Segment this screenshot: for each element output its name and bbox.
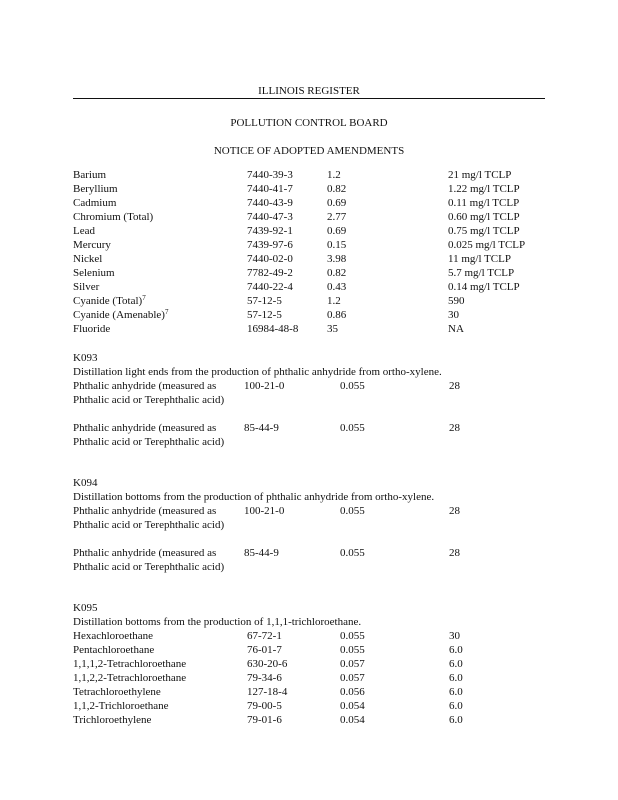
constituent-name: Selenium xyxy=(73,267,115,279)
table-row xyxy=(73,379,553,406)
table-row xyxy=(73,629,553,643)
wastewater-value: 1.2 xyxy=(327,169,341,181)
wastewater-value: 2.77 xyxy=(327,211,347,223)
nonwastewater-value: 6.0 xyxy=(449,700,463,712)
constituent-name: Pentachloroethane xyxy=(73,644,155,656)
table-row xyxy=(73,322,553,336)
wastewater-value: 0.82 xyxy=(327,267,347,279)
nonwastewater-value: 28 xyxy=(449,422,460,434)
constituent-label: Cyanide (Amenable) xyxy=(73,309,165,321)
nonwastewater-value: 28 xyxy=(449,380,460,392)
cas-number: 7440-22-4 xyxy=(247,281,293,293)
wastewater-value: 0.055 xyxy=(340,422,365,434)
cas-number: 67-72-1 xyxy=(247,630,282,642)
nonwastewater-value: 0.75 mg/l TCLP xyxy=(448,225,520,237)
waste-code: K094 xyxy=(73,477,98,489)
register-title: ILLINOIS REGISTER xyxy=(73,84,545,99)
nonwastewater-value: 21 mg/l TCLP xyxy=(448,169,512,181)
table-row xyxy=(73,657,553,671)
wastewater-value: 35 xyxy=(327,323,338,335)
constituent-name: Fluoride xyxy=(73,323,111,335)
table-row xyxy=(73,252,553,266)
constituent-name: Beryllium xyxy=(73,183,118,195)
table-row xyxy=(73,280,553,294)
table-row xyxy=(73,266,553,280)
wastewater-value: 0.055 xyxy=(340,380,365,392)
table-row xyxy=(73,238,553,252)
nonwastewater-value: 0.60 mg/l TCLP xyxy=(448,211,520,223)
constituent-name: Mercury xyxy=(73,239,111,251)
waste-code: K093 xyxy=(73,352,98,364)
nonwastewater-value: 6.0 xyxy=(449,644,463,656)
wastewater-value: 0.054 xyxy=(340,700,365,712)
wastewater-value: 0.69 xyxy=(327,197,347,209)
wastewater-value: 0.82 xyxy=(327,183,347,195)
nonwastewater-value: 30 xyxy=(449,630,460,642)
cas-number: 16984-48-8 xyxy=(247,323,299,335)
constituent-name xyxy=(73,308,168,322)
wastewater-value: 0.057 xyxy=(340,658,365,670)
cas-number: 85-44-9 xyxy=(244,422,279,434)
nonwastewater-value: NA xyxy=(448,323,464,335)
table-row xyxy=(73,685,553,699)
constituent-label: Cyanide (Total) xyxy=(73,295,143,307)
waste-code: K095 xyxy=(73,602,98,614)
cas-number: 7440-41-7 xyxy=(247,183,293,195)
table-row xyxy=(73,504,553,531)
cas-number: 57-12-5 xyxy=(247,309,282,321)
nonwastewater-value: 28 xyxy=(449,505,460,517)
constituent-name: Phthalic anhydride (measured as Phthalic acid or Terephthalic acid) xyxy=(73,547,225,573)
cas-number: 79-01-6 xyxy=(247,714,282,726)
wastewater-value: 3.98 xyxy=(327,253,347,265)
constituent-name: Nickel xyxy=(73,253,103,265)
wastewater-value: 0.43 xyxy=(327,281,347,293)
waste-description: Distillation light ends from the production of phthalic anhydride from ortho-xylene. xyxy=(73,366,442,378)
nonwastewater-value: 5.7 mg/l TCLP xyxy=(448,267,515,279)
table-row xyxy=(73,546,553,573)
nonwastewater-value: 6.0 xyxy=(449,714,463,726)
constituent-name: Silver xyxy=(73,281,100,293)
cas-number: 100-21-0 xyxy=(244,505,285,517)
nonwastewater-value: 6.0 xyxy=(449,672,463,684)
cas-number: 7439-92-1 xyxy=(247,225,293,237)
table-row xyxy=(73,168,553,182)
table-row xyxy=(73,643,553,657)
board-title: POLLUTION CONTROL BOARD xyxy=(230,117,388,129)
constituent-name: Phthalic anhydride (measured as Phthalic acid or Terephthalic acid) xyxy=(73,505,225,531)
wastewater-value: 0.055 xyxy=(340,505,365,517)
nonwastewater-value: 28 xyxy=(449,547,460,559)
cas-number: 79-34-6 xyxy=(247,672,282,684)
nonwastewater-value: 30 xyxy=(448,309,459,321)
wastewater-value: 0.054 xyxy=(340,714,365,726)
table-row xyxy=(73,308,553,322)
constituent-name: Phthalic anhydride (measured as Phthalic acid or Terephthalic acid) xyxy=(73,380,225,406)
constituent-name: 1,1,2-Trichloroethane xyxy=(73,700,169,712)
cas-number: 57-12-5 xyxy=(247,295,282,307)
constituent-name: Tetrachloroethylene xyxy=(73,686,161,698)
waste-description: Distillation bottoms from the production of 1,1,1-trichloroethane. xyxy=(73,616,362,628)
nonwastewater-value: 1.22 mg/l TCLP xyxy=(448,183,520,195)
constituent-name: 1,1,1,2-Tetrachloroethane xyxy=(73,658,187,670)
constituent-name xyxy=(73,294,146,308)
cas-number: 100-21-0 xyxy=(244,380,285,392)
cas-number: 79-00-5 xyxy=(247,700,282,712)
wastewater-value: 0.057 xyxy=(340,672,365,684)
table-row xyxy=(73,182,553,196)
nonwastewater-value: 0.025 mg/l TCLP xyxy=(448,239,526,251)
table-row xyxy=(73,224,553,238)
nonwastewater-value: 6.0 xyxy=(449,658,463,670)
nonwastewater-value: 6.0 xyxy=(449,686,463,698)
wastewater-value: 0.86 xyxy=(327,309,347,321)
constituent-name: Cadmium xyxy=(73,197,117,209)
nonwastewater-value: 590 xyxy=(448,295,465,307)
wastewater-value: 1.2 xyxy=(327,295,341,307)
cas-number: 85-44-9 xyxy=(244,547,279,559)
wastewater-value: 0.15 xyxy=(327,239,347,251)
footnote-marker: 7 xyxy=(142,294,146,302)
nonwastewater-value: 11 mg/l TCLP xyxy=(448,253,511,265)
table-row xyxy=(73,699,553,713)
nonwastewater-value: 0.14 mg/l TCLP xyxy=(448,281,520,293)
wastewater-value: 0.055 xyxy=(340,547,365,559)
constituent-name: Phthalic anhydride (measured as Phthalic acid or Terephthalic acid) xyxy=(73,422,225,448)
wastewater-value: 0.055 xyxy=(340,644,365,656)
constituent-name: Trichloroethylene xyxy=(73,714,152,726)
table-row xyxy=(73,671,553,685)
cas-number: 7439-97-6 xyxy=(247,239,293,251)
wastewater-value: 0.056 xyxy=(340,686,365,698)
constituent-name: 1,1,2,2-Tetrachloroethane xyxy=(73,672,187,684)
cas-number: 7440-02-0 xyxy=(247,253,293,265)
cas-number: 7440-47-3 xyxy=(247,211,293,223)
table-row xyxy=(73,210,553,224)
constituent-name: Hexachloroethane xyxy=(73,630,154,642)
notice-title: NOTICE OF ADOPTED AMENDMENTS xyxy=(213,145,405,157)
footnote-marker: 7 xyxy=(164,308,169,316)
cas-number: 76-01-7 xyxy=(247,644,282,656)
wastewater-value: 0.055 xyxy=(340,630,365,642)
cas-number: 630-20-6 xyxy=(247,658,288,670)
table-row xyxy=(73,421,553,448)
page-header xyxy=(73,84,545,158)
cas-number: 127-18-4 xyxy=(247,686,288,698)
constituent-name: Lead xyxy=(73,225,95,237)
constituent-name: Chromium (Total) xyxy=(73,211,154,223)
table-row xyxy=(73,294,553,308)
table-row xyxy=(73,713,553,727)
cas-number: 7440-39-3 xyxy=(247,169,293,181)
wastewater-value: 0.69 xyxy=(327,225,347,237)
constituent-name: Barium xyxy=(73,169,106,181)
cas-number: 7440-43-9 xyxy=(247,197,293,209)
cas-number: 7782-49-2 xyxy=(247,267,293,279)
waste-description: Distillation bottoms from the production of phthalic anhydride from ortho-xylene. xyxy=(73,491,435,503)
table-row xyxy=(73,196,553,210)
nonwastewater-value: 0.11 mg/l TCLP xyxy=(448,197,520,209)
